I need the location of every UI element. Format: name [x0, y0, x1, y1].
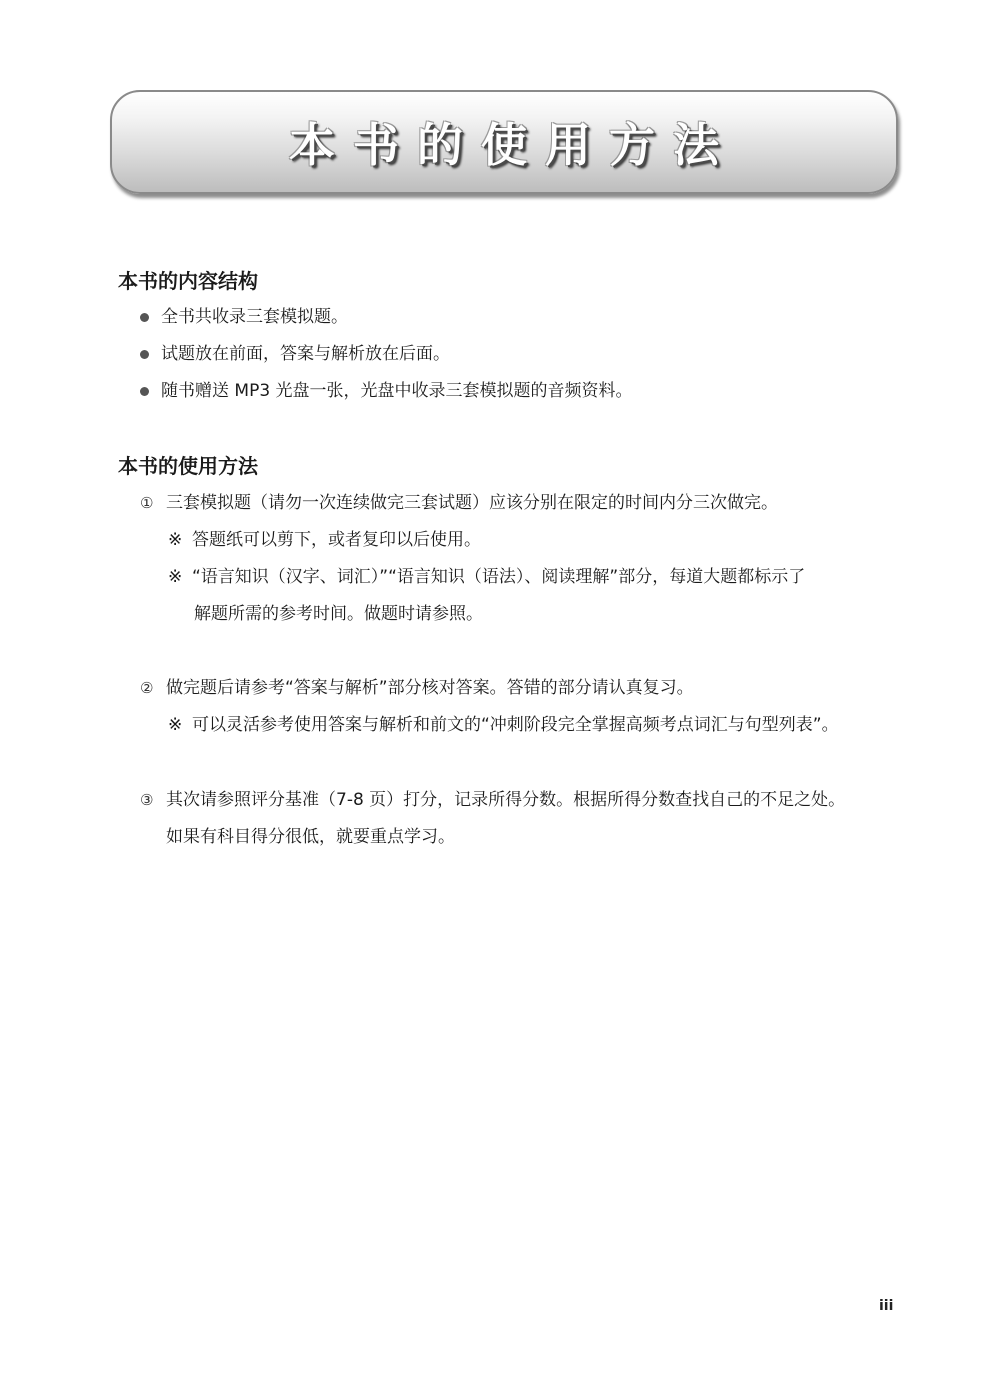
reference-mark: ※	[168, 715, 183, 735]
reference-mark: ※	[168, 530, 183, 550]
list-item-text: 试题放在前面，答案与解析放在后面。	[161, 344, 450, 364]
bullet-icon	[140, 350, 149, 359]
list-item	[140, 306, 348, 328]
list-item-text: 随书赠送 MP3 光盘一张，光盘中收录三套模拟题的音频资料。	[161, 381, 633, 401]
page-title: 本书的使用方法	[289, 118, 737, 172]
note-line	[168, 529, 481, 551]
numbered-item-text: 其次请参照评分基准（7-8 页）打分，记录所得分数。根据所得分数查找自己的不足之处。	[166, 790, 846, 810]
note-line-continuation	[194, 603, 483, 625]
numbered-item-1	[140, 492, 778, 514]
note-text: 解题所需的参考时间。做题时请参照。	[194, 604, 483, 624]
note-text: “语言知识（汉字、词汇）”“语言知识（语法）、阅读理解”部分，每道大题都标示了	[192, 567, 806, 587]
numbered-item-text: 做完题后请参考“答案与解析”部分核对答案。答错的部分请认真复习。	[166, 678, 694, 698]
list-item	[140, 380, 633, 402]
circled-number-2: ②	[140, 679, 154, 697]
numbered-item-continuation	[166, 826, 455, 848]
circled-number-3: ③	[140, 791, 154, 809]
note-line	[168, 714, 839, 736]
note-line	[168, 566, 805, 588]
note-text: 答题纸可以剪下，或者复印以后使用。	[192, 530, 481, 550]
list-item-text: 全书共收录三套模拟题。	[161, 307, 348, 327]
circled-number-1: ①	[140, 494, 154, 512]
bullet-icon	[140, 387, 149, 396]
reference-mark: ※	[168, 567, 183, 587]
list-item	[140, 343, 450, 365]
title-banner	[110, 90, 898, 194]
numbered-item-2	[140, 677, 694, 699]
note-text: 可以灵活参考使用答案与解析和前文的“冲刺阶段完全掌握高频考点词汇与句型列表”。	[192, 715, 839, 735]
bullet-icon	[140, 313, 149, 322]
numbered-item-text: 如果有科目得分很低，就要重点学习。	[166, 827, 455, 847]
page-number: iii	[879, 1298, 894, 1314]
numbered-item-text: 三套模拟题（请勿一次连续做完三套试题）应该分别在限定的时间内分三次做完。	[166, 493, 778, 513]
numbered-item-3	[140, 789, 845, 811]
section-heading-content-structure: 本书的内容结构	[118, 269, 258, 293]
section-heading-usage: 本书的使用方法	[118, 454, 258, 478]
